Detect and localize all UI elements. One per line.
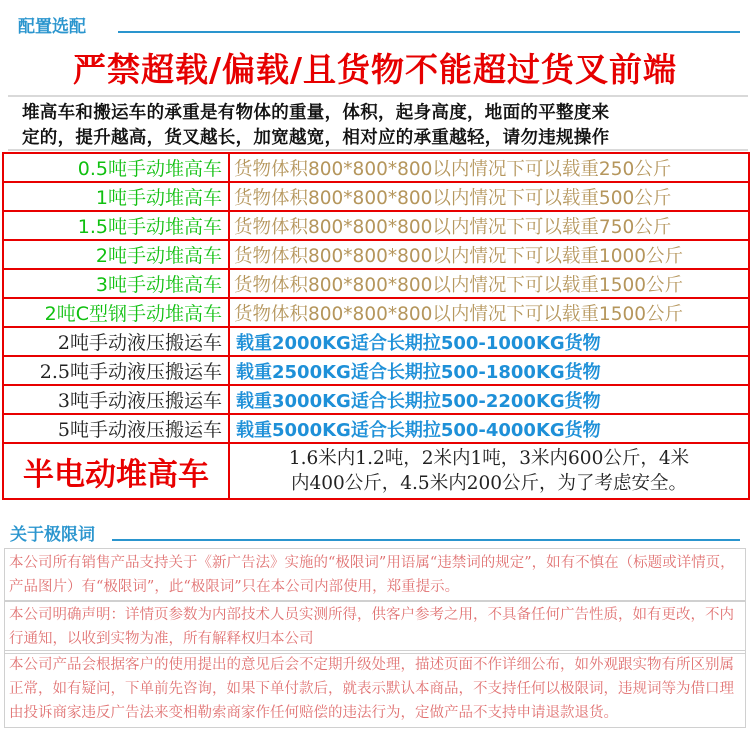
stacker-name: 0.5吨手动堆高车 <box>3 153 229 182</box>
semi-electric-spec-line-1: 1.6米内1.2吨，2米内1吨，3米内600公斤，4米 <box>288 448 690 469</box>
config-heading: 配置选配 <box>18 17 86 37</box>
truck-spec: 载重2500KG适合长期拉500-1800KG货物 <box>229 356 749 385</box>
truck-spec: 载重3000KG适合长期拉500-2200KG货物 <box>229 385 749 414</box>
stacker-name: 2吨手动堆高车 <box>3 240 229 269</box>
notice-upgrade-policy: 本公司产品会根据客户的使用提出的意见后会不定期升级处理，描述页面不作详细公布，如外观跟实物有所区别属正常，如有疑问，下单前先咨询，如果下单付款后，就表示默认本商品，不支持任何以极限词，违规词等为借口理由投诉商家违反广告法来变相勒索商家作任何赔偿的违法行为，定做产品不支持申请退款退货。 <box>4 650 746 728</box>
semi-electric-spec <box>229 443 749 499</box>
overload-warning: 严禁超载/偏载/且货物不能超过货叉前端 <box>72 50 678 89</box>
notice-ad-law: 本公司所有销售产品支持关于《新广告法》实施的“极限词”用语属“违禁词的规定”，如有不慎在（标题或详情页，产品图片）有“极限词”，此“极限词”只在本公司内部使用，郑重提示。 <box>4 548 746 602</box>
table-row <box>3 269 749 298</box>
stacker-spec: 货物体积800*800*800以内情况下可以载重750公斤 <box>229 211 749 240</box>
table-row <box>3 153 749 182</box>
stacker-spec: 货物体积800*800*800以内情况下可以载重1500公斤 <box>229 298 749 327</box>
stacker-spec: 货物体积800*800*800以内情况下可以载重1000公斤 <box>229 240 749 269</box>
stacker-name: 1吨手动堆高车 <box>3 182 229 211</box>
truck-name: 3吨手动液压搬运车 <box>3 385 229 414</box>
heading-divider <box>118 31 740 33</box>
table-row <box>3 240 749 269</box>
description-line-2: 定的，提升越高，货叉越长，加宽越宽，相对应的承重越轻，请勿违规操作 <box>22 128 610 148</box>
terms-divider <box>112 539 740 541</box>
config-section-header <box>0 6 750 40</box>
table-row <box>3 298 749 327</box>
stacker-name: 3吨手动堆高车 <box>3 269 229 298</box>
truck-name: 2.5吨手动液压搬运车 <box>3 356 229 385</box>
table-row <box>3 327 749 356</box>
terms-heading: 关于极限词 <box>10 525 95 545</box>
table-row <box>3 443 749 499</box>
truck-name: 5吨手动液压搬运车 <box>3 414 229 443</box>
truck-name: 2吨手动液压搬运车 <box>3 327 229 356</box>
table-row <box>3 182 749 211</box>
terms-section-header <box>0 514 750 548</box>
stacker-spec: 货物体积800*800*800以内情况下可以载重1500公斤 <box>229 269 749 298</box>
stacker-name: 1.5吨手动堆高车 <box>3 211 229 240</box>
stacker-spec: 货物体积800*800*800以内情况下可以载重250公斤 <box>229 153 749 182</box>
notice-disclaimer: 本公司明确声明：详情页参数为内部技术人员实测所得，供客户参考之用，不具备任何广告性质，如有更改，不内行通知，以收到实物为准，所有解释权归本公司 <box>4 600 746 654</box>
description-line-1: 堆高车和搬运车的承重是有物体的重量，体积，起身高度，地面的平整度来 <box>22 103 610 123</box>
semi-electric-spec-line-2: 内400公斤，4.5米内200公斤，为了考虑安全。 <box>290 473 688 494</box>
load-description <box>8 95 748 151</box>
table-row <box>3 414 749 443</box>
table-row <box>3 356 749 385</box>
stacker-spec: 货物体积800*800*800以内情况下可以载重500公斤 <box>229 182 749 211</box>
spec-table <box>2 152 750 500</box>
truck-spec: 载重5000KG适合长期拉500-4000KG货物 <box>229 414 749 443</box>
stacker-name: 2吨C型钢手动堆高车 <box>3 298 229 327</box>
table-row <box>3 211 749 240</box>
table-row <box>3 385 749 414</box>
semi-electric-name: 半电动堆高车 <box>3 443 229 499</box>
truck-spec: 载重2000KG适合长期拉500-1000KG货物 <box>229 327 749 356</box>
